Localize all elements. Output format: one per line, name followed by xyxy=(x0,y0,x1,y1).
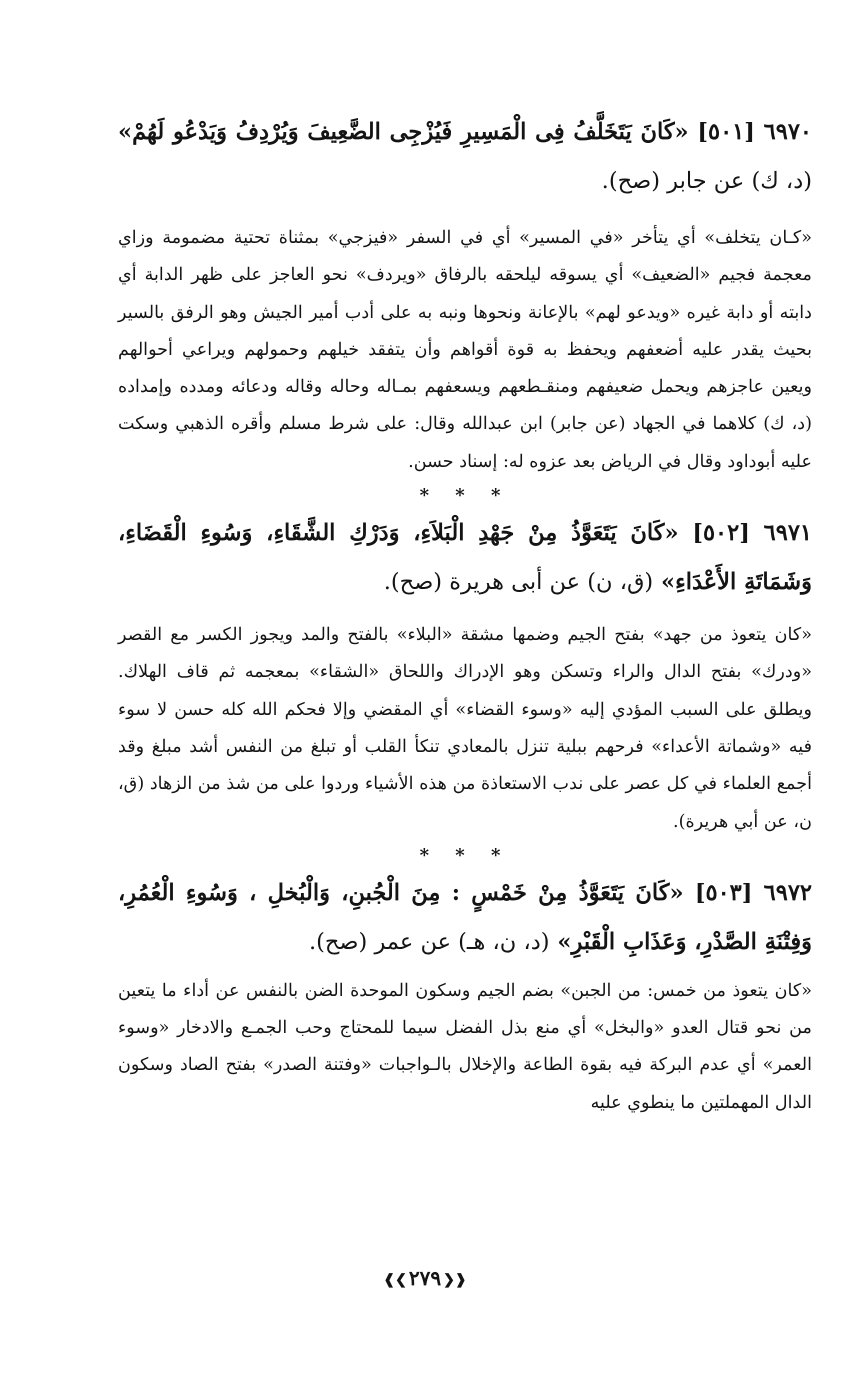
hadith-source: (د، ن، هـ) عن عمر (صح). xyxy=(308,928,550,955)
section-separator: * * * xyxy=(419,844,511,866)
page-number: ٢٧٩ xyxy=(408,1266,442,1290)
hadith-entry-6971 xyxy=(118,509,812,607)
page-body xyxy=(118,108,812,1315)
hadith-text: ٦٩٧٢ [٥٠٣] «كَانَ يَتَعَوَّذُ مِنْ خَمْسٍ : مِنَ الْجُبنِ، وَالْبُخلِ ، وَسُوءِ الْعُمُرِ، وَفِتْنَةِ الصَّدْرِ، وَعَذَابِ الْقَبْرِ» xyxy=(118,879,813,955)
commentary-6972: «كان يتعوذ من خمس: من الجبن» بضم الجيم وسكون الموحدة الضن بالنفس عن أداء ما يتعين من نحو قتال العدو «والبخل» أي منع بذل الفضل سيما للمحتاج وحب الجمـع والادخار «وسوء العمر» أي عدم البركة فيه بقوة الطاعة والإخلال بالـواجبات «وفتنة الصدر» بفتح الصاد وسكون الدال المهملتين ما ينطوي عليه xyxy=(118,980,812,1113)
hadith-entry-6970 xyxy=(118,108,812,206)
hadith-text: ٦٩٧٠ [٥٠١] «كَانَ يَتَخَلَّفُ فِى الْمَسِيرِ فَيُزْجِى الضَّعِيفَ وَيُرْدِفُ وَيَدْعُو لَهُمْ» xyxy=(118,119,812,145)
section-separator: * * * xyxy=(419,485,511,507)
hadith-source: (ق، ن) عن أبى هريرة (صح). xyxy=(383,569,654,596)
commentary-6970: «كـان يتخلف» أي يتأخر «في المسير» أي في السفر «فيزجي» بمثناة تحتية مضمومة وزاي معجمة فجيم «الضعيف» أي يسوقه ليلحقه بالرفاق «ويردف» نحو العاجز على ظهر الدابة أي دابته أو دابة غيره «ويدعو لهم» بالإعانة ونحوها ونبه به على أدب أمير الجيش وهو الرفق بالسير بحيث يقدر عليه أضعفهم ويحفظ به قوة أقواهم وأن يتفقد خيلهم وحمولهم ويراعي أحوالهم ويعين عاجزهم ويحمل ضعيفهم ومنقـطعهم ويسعفهم بمـاله وحاله وقاله ودعائه ومدده وإمداده (د، ك) كلاهما في الجهاد (عن جابر) ابن عبدالله وقال: على شرط مسلم وأقره الذهبي وسكت عليه أبوداود وقال في الرياض بعد عزوه له: إسناد حسن. xyxy=(118,228,812,472)
commentary-6971: «كان يتعوذ من جهد» بفتح الجيم وضمها مشقة «البلاء» بالفتح والمد ويجوز الكسر مع القصر «ودرك» بفتح الدال والراء وتسكن وهو الإدراك واللحاق «الشقاء» بمعجمه ثم قاف الهلاك. ويطلق على السبب المؤدي إليه «وسوء القضاء» أي المقضي وإلا فحكم الله كله حسن لا سوء فيه «وشماتة الأعداء» فرحهم ببلية تنزل بالمعادي تنكأ القلب أو تبلغ من النفس أشد مبلغ وقد أجمع العلماء في كل عصر على ندب الاستعاذة من هذه الأشياء وردوا على من شذ من الزهاد (ق، ن، عن أبي هريرة). xyxy=(118,625,812,832)
left-ornament-icon: ❰❮ xyxy=(443,1271,467,1288)
right-ornament-icon: ❯❱ xyxy=(383,1271,407,1288)
hadith-source: (د، ك) عن جابر (صح). xyxy=(601,168,812,194)
hadith-entry-6972 xyxy=(118,869,812,967)
page-number-footer xyxy=(0,1266,850,1290)
hadith-text: ٦٩٧١ [٥٠٢] «كَانَ يَتَعَوَّذُ مِنْ جَهْدِ الْبَلاَءِ، وَدَرْكِ الشَّقَاءِ، وَسُوءِ الْقَضَاءِ، وَشَمَاتَةِ الأَعْدَاءِ» xyxy=(118,520,813,596)
